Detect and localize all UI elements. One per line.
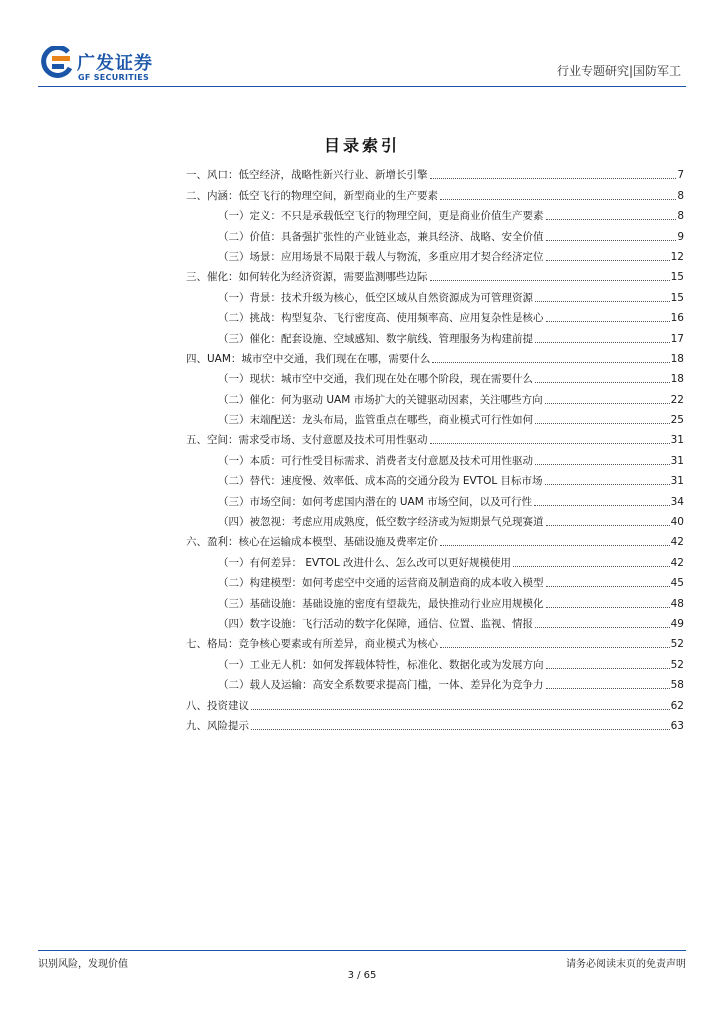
toc-title: 目录索引 xyxy=(323,136,400,155)
toc-subentry[interactable] xyxy=(186,244,684,264)
toc-page-number: 40 xyxy=(670,516,684,529)
toc-leader-dots xyxy=(513,566,670,567)
toc-subentry[interactable] xyxy=(186,407,684,427)
footer-divider xyxy=(38,950,686,951)
toc-entry-text: （一）现状：城市空中交通，我们现在处在哪个阶段，现在需要什么 xyxy=(218,373,533,386)
toc-page-number: 42 xyxy=(670,556,684,569)
toc-leader-dots xyxy=(534,505,670,506)
toc-leader-dots xyxy=(251,709,670,710)
toc-entry-text: 二、内涵：低空飞行的物理空间，新型商业的生产要素 xyxy=(186,189,438,202)
toc-page-number: 48 xyxy=(670,597,684,610)
toc-leader-dots xyxy=(440,199,676,200)
toc-entry-text: 九、风险提示 xyxy=(186,719,249,732)
toc-entry-text: （三）市场空间：如何考虑国内潜在的 UAM 市场空间，以及可行性 xyxy=(218,495,533,508)
toc-entry-text: （一）定义：不只是承载低空飞行的物理空间，更是商业价值生产要素 xyxy=(218,210,544,223)
toc-leader-dots xyxy=(440,647,670,648)
toc-subentry[interactable] xyxy=(186,447,684,467)
toc-leader-dots xyxy=(535,301,670,302)
toc-subentry[interactable] xyxy=(186,325,684,345)
toc-entry-text: （二）载人及运输：高安全系数要求提高门槛，一体、差异化为竞争力 xyxy=(218,679,544,692)
toc-entry-text: 六、盈利：核心在运输成本模型、基础设施及费率定价 xyxy=(186,536,438,549)
toc-subentry[interactable] xyxy=(186,386,684,406)
toc-page-number: 63 xyxy=(670,719,684,732)
toc-entry-text: （三）场景：应用场景不局限于载人与物流，多重应用才契合经济定位 xyxy=(218,250,544,263)
toc-page-number: 22 xyxy=(670,393,684,406)
toc-page-number: 8 xyxy=(677,189,684,202)
header-divider xyxy=(38,86,686,87)
toc-page-number: 18 xyxy=(670,373,684,386)
toc-leader-dots xyxy=(546,260,670,261)
toc-entry-text: 七、格局：竞争核心要素或有所差异，商业模式为核心 xyxy=(186,638,438,651)
toc-subentry[interactable] xyxy=(186,509,684,529)
toc-entry-text: 一、风口：低空经济，战略性新兴行业、新增长引擎 xyxy=(186,169,428,182)
toc-leader-dots xyxy=(546,525,670,526)
toc-entry-text: （一）有何差异： EVTOL 改进什么、怎么改可以更好规模使用 xyxy=(218,556,512,569)
toc-leader-dots xyxy=(535,342,670,343)
toc-leader-dots xyxy=(535,464,670,465)
toc-page-number: 31 xyxy=(670,454,684,467)
toc-entry-text: （二）替代：速度慢、效率低、成本高的交通分段为 EVTOL 目标市场 xyxy=(218,475,543,488)
toc-entry-text: （一）本质：可行性受目标需求、消费者支付意愿及技术可用性驱动 xyxy=(218,454,533,467)
toc-leader-dots xyxy=(535,423,670,424)
toc-subentry[interactable] xyxy=(186,611,684,631)
toc-page-number: 12 xyxy=(670,250,684,263)
table-of-contents xyxy=(186,162,684,733)
toc-subentry[interactable] xyxy=(186,223,684,243)
toc-page-number: 15 xyxy=(670,291,684,304)
toc-leader-dots xyxy=(535,382,670,383)
toc-entry[interactable] xyxy=(186,346,684,366)
logo-text-en: GF SECURITIES xyxy=(78,73,150,82)
toc-entry-text: （三）催化：配套设施、空域感知、数字航线、管理服务为构建前提 xyxy=(218,332,533,345)
toc-leader-dots xyxy=(546,607,670,608)
toc-leader-dots xyxy=(546,668,670,669)
toc-subentry[interactable] xyxy=(186,488,684,508)
toc-leader-dots xyxy=(430,443,670,444)
toc-entry-text: （二）构建模型：如何考虑空中交通的运营商及制造商的成本收入模型 xyxy=(218,577,544,590)
toc-subentry[interactable] xyxy=(186,284,684,304)
toc-page-number: 62 xyxy=(670,699,684,712)
toc-leader-dots xyxy=(546,219,677,220)
toc-entry-text: （二）价值：具备强扩张性的产业链业态，兼具经济、战略、安全价值 xyxy=(218,230,544,243)
toc-entry[interactable] xyxy=(186,427,684,447)
toc-page-number: 31 xyxy=(670,434,684,447)
toc-page-number: 52 xyxy=(670,658,684,671)
toc-subentry[interactable] xyxy=(186,468,684,488)
toc-subentry[interactable] xyxy=(186,672,684,692)
toc-leader-dots xyxy=(432,362,669,363)
toc-entry[interactable] xyxy=(186,631,684,651)
toc-subentry[interactable] xyxy=(186,366,684,386)
toc-entry-text: 八、投资建议 xyxy=(186,699,249,712)
toc-entry[interactable] xyxy=(186,692,684,712)
toc-page-number: 49 xyxy=(670,617,684,630)
toc-page-number: 42 xyxy=(670,536,684,549)
report-type-label: 行业专题研究|国防军工 xyxy=(556,64,681,78)
toc-entry-text: （三）末端配送：龙头布局，监管重点在哪些，商业模式可行性如何 xyxy=(218,414,533,427)
footer-slogan: 识别风险，发现价值 xyxy=(38,959,128,970)
toc-entry-text: （三）基础设施：基础设施的密度有望裁先，最快推动行业应用规模化 xyxy=(218,597,544,610)
toc-entry-text: （一）工业无人机：如何发挥载体特性，标准化、数据化或为发展方向 xyxy=(218,658,544,671)
toc-page-number: 25 xyxy=(670,414,684,427)
toc-entry-text: 五、空间：需求受市场、支付意愿及技术可用性驱动 xyxy=(186,434,428,447)
toc-subentry[interactable] xyxy=(186,549,684,569)
toc-entry-text: （二）挑战：构型复杂、飞行密度高、使用频率高、应用复杂性是核心 xyxy=(218,312,544,325)
toc-entry-text: （四）被忽视：考虑应用成熟度，低空数字经济或为短期景气兑现赛道 xyxy=(218,516,544,529)
toc-leader-dots xyxy=(545,403,670,404)
toc-entry[interactable] xyxy=(186,529,684,549)
toc-leader-dots xyxy=(535,627,670,628)
toc-leader-dots xyxy=(430,178,677,179)
toc-page-number: 15 xyxy=(670,271,684,284)
toc-entry[interactable] xyxy=(186,264,684,284)
toc-subentry[interactable] xyxy=(186,570,684,590)
toc-page-number: 16 xyxy=(670,312,684,325)
toc-page-number: 52 xyxy=(670,638,684,651)
footer-disclaimer: 请务必阅读末页的免责声明 xyxy=(566,959,686,970)
page-number: 3 / 65 xyxy=(347,970,377,981)
toc-entry-text: 四、UAM：城市空中交通，我们现在在哪，需要什么 xyxy=(186,352,431,365)
toc-leader-dots xyxy=(545,484,670,485)
toc-leader-dots xyxy=(430,280,670,281)
toc-page-number: 31 xyxy=(670,475,684,488)
toc-page-number: 58 xyxy=(670,679,684,692)
company-logo xyxy=(38,46,188,86)
toc-page-number: 34 xyxy=(670,495,684,508)
page-header xyxy=(38,40,686,86)
toc-page-number: 9 xyxy=(677,230,684,243)
toc-leader-dots xyxy=(546,321,670,322)
toc-page-number: 7 xyxy=(677,169,684,182)
toc-entry-text: （一）背景：技术升级为核心，低空区域从自然资源成为可管理资源 xyxy=(218,291,533,304)
toc-entry-text: （四）数字设施：飞行活动的数字化保障，通信、位置、监视、情报 xyxy=(218,617,533,630)
toc-entry[interactable] xyxy=(186,162,684,182)
toc-subentry[interactable] xyxy=(186,651,684,671)
toc-leader-dots xyxy=(546,240,677,241)
toc-leader-dots xyxy=(546,688,670,689)
toc-entry-text: （二）催化：何为驱动 UAM 市场扩大的关键驱动因素，关注哪些方向 xyxy=(218,393,543,406)
toc-page-number: 17 xyxy=(670,332,684,345)
toc-page-number: 45 xyxy=(670,577,684,590)
toc-leader-dots xyxy=(251,729,670,730)
toc-entry[interactable] xyxy=(186,182,684,202)
toc-subentry[interactable] xyxy=(186,203,684,223)
toc-page-number: 18 xyxy=(670,352,684,365)
toc-entry-text: 三、催化：如何转化为经济资源，需要监测哪些边际 xyxy=(186,271,428,284)
toc-page-number: 8 xyxy=(677,210,684,223)
toc-leader-dots xyxy=(440,545,670,546)
gf-logo-icon xyxy=(38,46,74,82)
toc-subentry[interactable] xyxy=(186,590,684,610)
logo-text-cn: 广发证券 xyxy=(77,53,153,74)
toc-leader-dots xyxy=(546,586,670,587)
toc-subentry[interactable] xyxy=(186,305,684,325)
toc-entry[interactable] xyxy=(186,713,684,733)
